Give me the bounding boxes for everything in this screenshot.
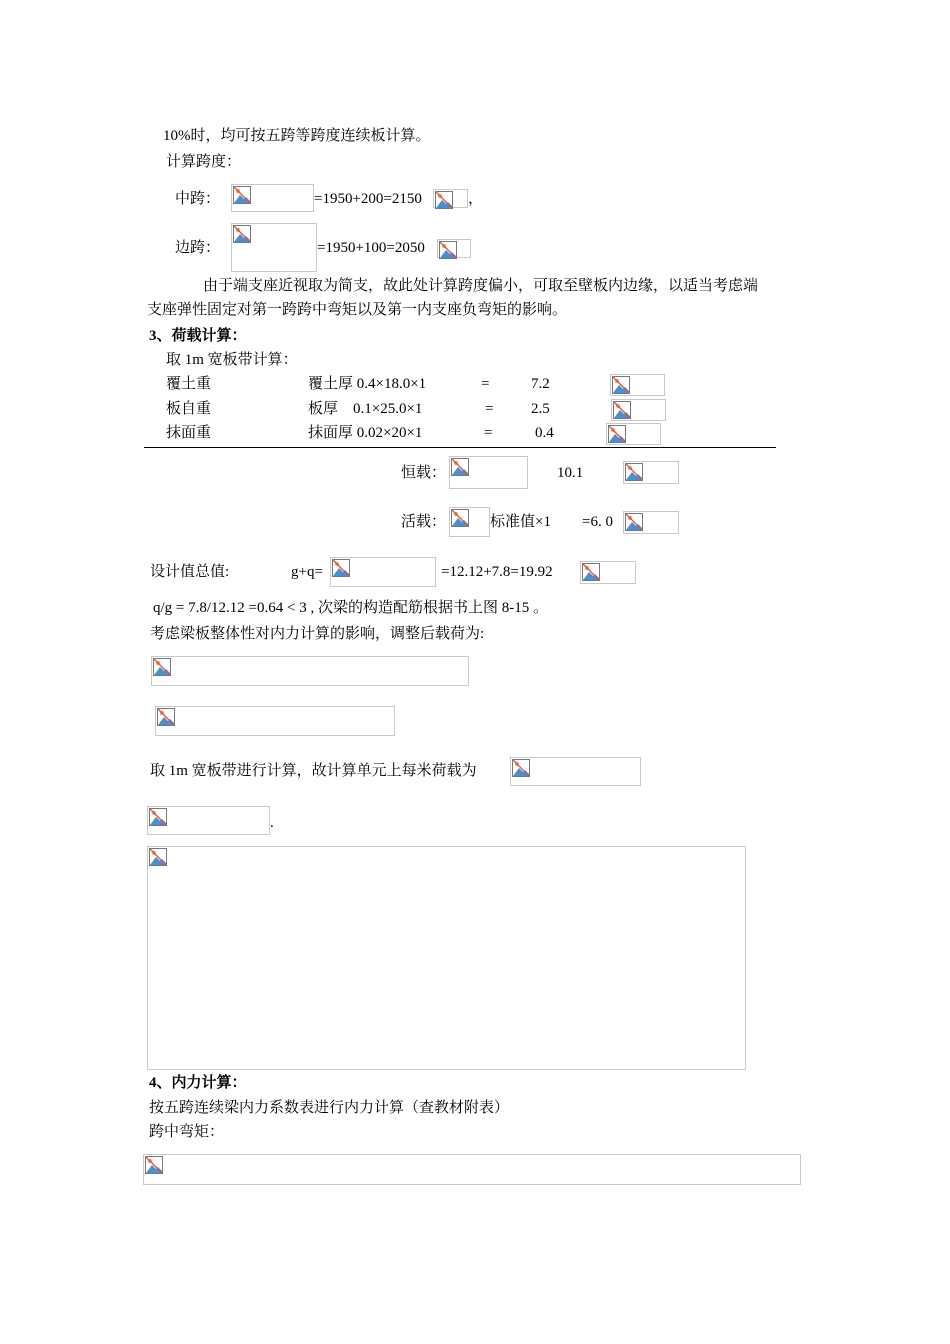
diagram-image <box>147 846 746 1070</box>
formula-image <box>147 806 270 835</box>
load-row-eq: = <box>481 376 490 392</box>
design-total-equation: =12.12+7.8=19.92 <box>441 564 553 580</box>
broken-image-icon <box>608 425 626 443</box>
load-row-eq: = <box>485 401 494 417</box>
mid-span-equation: =1950+200=2150 <box>314 191 422 207</box>
design-total-label: 设计值总值: <box>150 564 230 580</box>
broken-image-icon <box>625 463 643 481</box>
mid-moment-label: 跨中弯矩： <box>149 1124 225 1140</box>
per-meter-line: 取 1m 宽板带进行计算，故计算单元上每米荷载为 <box>150 763 477 779</box>
broken-image-icon <box>233 186 251 204</box>
broken-image-icon <box>149 808 167 826</box>
broken-image-icon <box>612 376 630 394</box>
formula-image <box>231 184 314 212</box>
broken-image-icon <box>145 1156 163 1174</box>
broken-image-icon <box>451 509 469 527</box>
load-row-value: 7.2 <box>531 376 550 392</box>
formula-image <box>231 223 317 272</box>
formula-image <box>330 557 436 587</box>
unit-image <box>610 374 665 396</box>
live-load-text: 标准值×1 <box>490 514 551 530</box>
unit-image <box>623 461 679 484</box>
live-load-value: =6. 0 <box>582 514 613 530</box>
section-heading: 4、内力计算： <box>149 1075 247 1091</box>
broken-image-icon <box>233 225 251 243</box>
formula-image <box>433 189 468 208</box>
broken-image-icon <box>625 513 643 531</box>
load-row-value: 0.4 <box>535 425 554 441</box>
unit-image <box>611 399 666 421</box>
load-row-eq: = <box>484 425 493 441</box>
paragraph-line: 支座弹性固定对第一跨跨中弯矩以及第一内支座负弯矩的影响。 <box>147 302 568 318</box>
broken-image-icon <box>439 241 457 259</box>
load-row-name: 覆土重 <box>166 376 212 392</box>
edge-span-label: 边跨： <box>175 240 221 256</box>
intro-line: 10%时，均可按五跨等跨度连续板计算。 <box>163 128 431 144</box>
summation-rule <box>144 447 776 448</box>
dead-load-value: 10.1 <box>557 465 584 481</box>
load-row-name: 板自重 <box>166 401 212 417</box>
load-row-calc: 板厚 0.1×25.0×1 <box>308 401 423 417</box>
load-row-calc: 抹面厚 0.02×20×1 <box>308 425 423 441</box>
unit-image <box>623 511 679 534</box>
broken-image-icon <box>435 191 453 209</box>
method-line: 按五跨连续梁内力系数表进行内力计算（查教材附表） <box>149 1100 510 1116</box>
load-row-name: 抹面重 <box>166 425 212 441</box>
formula-image <box>143 1154 801 1185</box>
adjust-line: 考虑梁板整体性对内力计算的影响，调整后载荷为: <box>150 626 485 642</box>
period: . <box>270 815 274 831</box>
formula-image <box>151 656 469 686</box>
section-heading: 3、荷载计算： <box>149 328 247 344</box>
live-load-label: 活载： <box>401 514 447 530</box>
formula-image <box>437 239 471 258</box>
broken-image-icon <box>149 848 167 866</box>
span-title: 计算跨度： <box>166 154 242 170</box>
strip-note: 取 1m 宽板带计算： <box>166 352 298 368</box>
broken-image-icon <box>451 458 469 476</box>
broken-image-icon <box>512 759 530 777</box>
broken-image-icon <box>153 658 171 676</box>
edge-span-equation: =1950+100=2050 <box>317 240 425 256</box>
unit-image <box>606 423 661 445</box>
load-row-value: 2.5 <box>531 401 550 417</box>
broken-image-icon <box>613 401 631 419</box>
ratio-line: q/g = 7.8/12.12 =0.64 < 3 , 次梁的构造配筋根据书上图 8-15 。 <box>153 600 548 616</box>
formula-image <box>510 757 641 786</box>
load-row-calc: 覆土厚 0.4×18.0×1 <box>308 376 427 392</box>
dead-load-label: 恒载： <box>401 465 447 481</box>
mid-span-tail: ， <box>468 191 484 207</box>
broken-image-icon <box>332 559 350 577</box>
formula-image <box>449 456 528 489</box>
design-gq: g+q= <box>291 564 323 580</box>
formula-image <box>155 706 395 736</box>
paragraph-line: 由于端支座近视取为简支，故此处计算跨度偏小，可取至壁板内边缘，以适当考虑端 <box>203 278 759 294</box>
broken-image-icon <box>157 708 175 726</box>
mid-span-label: 中跨： <box>175 191 221 207</box>
formula-image <box>449 507 490 537</box>
unit-image <box>580 561 636 584</box>
broken-image-icon <box>582 563 600 581</box>
